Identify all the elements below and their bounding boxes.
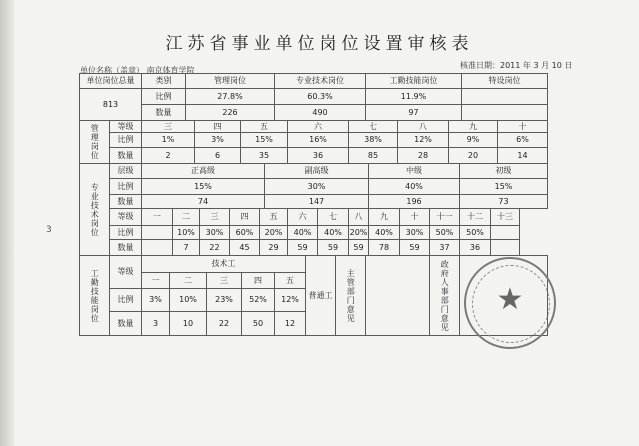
- tech-count-cell: 59: [399, 239, 430, 256]
- mgmt-level-cell: 八: [397, 120, 449, 133]
- summary-col-header: 特设岗位: [461, 73, 548, 89]
- worker-ratio-cell: 12%: [274, 288, 306, 312]
- tech-ratio-cell: 40%: [287, 225, 318, 240]
- summary-ratio-cell: 27.8%: [185, 88, 275, 105]
- mgmt-count-cell: 28: [397, 147, 449, 164]
- tech-count-cell: 59: [287, 239, 318, 256]
- unit-name: 单位名称（盖章） 南京体育学院: [80, 66, 195, 75]
- tech-ratio-cell: [141, 225, 173, 240]
- tech-count-cell: 37: [429, 239, 460, 256]
- worker-level-cell: 五: [274, 272, 306, 289]
- tech-level-cell: 四: [229, 208, 260, 226]
- worker-level-header: 等级: [109, 255, 142, 289]
- worker-ratio-header: 比例: [109, 288, 142, 312]
- mgmt-ratio-cell: 3%: [194, 132, 241, 148]
- mgmt-count-cell: 14: [497, 147, 548, 164]
- summary-ratio-cell: 60.3%: [274, 88, 366, 105]
- tech-count-cell: [490, 239, 520, 256]
- dept-opinion-area: [365, 255, 430, 336]
- mgmt-level-cell: 五: [240, 120, 288, 133]
- tech-tier-count-cell: 147: [264, 194, 369, 209]
- tech-tier-count-cell: 73: [459, 194, 548, 209]
- tech-ratio-cell: 30%: [199, 225, 230, 240]
- worker-level-cell: 一: [141, 272, 170, 289]
- mgmt-count-cell: 6: [194, 147, 241, 164]
- summary-ratio-header: 比例: [141, 88, 186, 105]
- mgmt-ratio-cell: 15%: [240, 132, 288, 148]
- summary-col-header: 管理岗位: [185, 73, 275, 89]
- summary-total-header: 单位岗位总量: [79, 73, 142, 89]
- mgmt-level-cell: 十: [497, 120, 548, 133]
- tech-level-cell: 三: [199, 208, 230, 226]
- mgmt-ratio-cell: 38%: [348, 132, 398, 148]
- summary-count-cell: 226: [185, 104, 275, 121]
- summary-ratio-cell: [461, 88, 548, 105]
- gov-opinion-label: 政府人事部门意见: [429, 255, 460, 336]
- mgmt-level-cell: 七: [348, 120, 398, 133]
- margin-mark: 3: [46, 225, 52, 235]
- mgmt-ratio-cell: 9%: [448, 132, 498, 148]
- tech-level-cell: 十二: [459, 208, 491, 226]
- mgmt-level-cell: 九: [448, 120, 498, 133]
- mgmt-ratio-cell: 12%: [397, 132, 449, 148]
- tech-tier-ratio-cell: 15%: [459, 178, 548, 195]
- worker-level-cell: 二: [169, 272, 207, 289]
- tech-tier-count-cell: 196: [368, 194, 460, 209]
- tech-level-cell: 六: [287, 208, 318, 226]
- mgmt-level-cell: 四: [194, 120, 241, 133]
- worker-tech-header: 技术工: [141, 255, 306, 273]
- mgmt-count-cell: 20: [448, 147, 498, 164]
- mgmt-ratio-cell: 16%: [287, 132, 349, 148]
- worker-count-cell: 12: [274, 311, 306, 336]
- tech-ratio-cell: 60%: [229, 225, 260, 240]
- tech-tier-ratio-cell: 15%: [141, 178, 265, 195]
- worker-ratio-cell: 3%: [141, 288, 170, 312]
- worker-ratio-cell: 23%: [206, 288, 242, 312]
- tech-ratio-header: 比例: [109, 225, 142, 240]
- approval-date: 核准日期：2011 年 3 月 10 日: [460, 61, 573, 70]
- tech-ratio-cell: 10%: [172, 225, 200, 240]
- worker-ratio-cell: 10%: [169, 288, 207, 312]
- tech-level-cell: 一: [141, 208, 173, 226]
- worker-section-label: 工勤技能岗位: [79, 255, 110, 336]
- mgmt-level-cell: 三: [141, 120, 195, 133]
- worker-count-header: 数量: [109, 311, 142, 336]
- tech-count-cell: [141, 239, 173, 256]
- tech-ratio-cell: 20%: [259, 225, 288, 240]
- mgmt-level-cell: 六: [287, 120, 349, 133]
- tech-tier-ratio-cell: 40%: [368, 178, 460, 195]
- mgmt-section-label: 管理岗位: [79, 120, 110, 164]
- tech-section-label: 专业技术岗位: [79, 163, 110, 256]
- seal-star-icon: ★: [496, 282, 524, 317]
- summary-total-value: 813: [79, 88, 142, 121]
- summary-col-header: 工勤技能岗位: [365, 73, 462, 89]
- tech-level-cell: 十三: [490, 208, 520, 226]
- mgmt-ratio-header: 比例: [109, 132, 142, 148]
- tech-count-cell: 78: [368, 239, 400, 256]
- tech-level-cell: 九: [368, 208, 400, 226]
- mgmt-ratio-cell: 1%: [141, 132, 195, 148]
- tech-count-cell: 59: [348, 239, 369, 256]
- tech-tier-cell: 初级: [459, 163, 548, 179]
- tech-ratio-cell: 20%: [348, 225, 369, 240]
- summary-col-header: 专业技术岗位: [274, 73, 366, 89]
- worker-level-cell: 三: [206, 272, 242, 289]
- mgmt-count-cell: 36: [287, 147, 349, 164]
- tech-tier-count-cell: 74: [141, 194, 265, 209]
- tech-count-header: 数量: [109, 239, 142, 256]
- tech-count-cell: 7: [172, 239, 200, 256]
- mgmt-ratio-cell: 6%: [497, 132, 548, 148]
- tech-level-cell: 五: [259, 208, 288, 226]
- worker-count-cell: 10: [169, 311, 207, 336]
- tech-ratio-cell: 40%: [317, 225, 349, 240]
- summary-count-cell: 97: [365, 104, 462, 121]
- tech-tier-ratio-cell: 30%: [264, 178, 369, 195]
- tech-level-cell: 二: [172, 208, 200, 226]
- tech-level-cell: 八: [348, 208, 369, 226]
- tech-level-cell: 十一: [429, 208, 460, 226]
- tech-tier-cell: 中级: [368, 163, 460, 179]
- mgmt-count-cell: 2: [141, 147, 195, 164]
- mgmt-count-cell: 85: [348, 147, 398, 164]
- tech-level-cell: 七: [317, 208, 349, 226]
- tech-tier-ratio-header: 比例: [109, 178, 142, 195]
- mgmt-level-header: 等级: [109, 120, 142, 133]
- tech-ratio-cell: 50%: [459, 225, 491, 240]
- tech-ratio-cell: [490, 225, 520, 240]
- summary-count-header: 数量: [141, 104, 186, 121]
- mgmt-count-header: 数量: [109, 147, 142, 164]
- summary-category-header: 类别: [141, 73, 186, 89]
- tech-tier-cell: 副高级: [264, 163, 369, 179]
- tech-level-header: 等级: [109, 208, 142, 226]
- tech-count-cell: 22: [199, 239, 230, 256]
- mgmt-count-cell: 35: [240, 147, 288, 164]
- official-seal: [464, 257, 556, 349]
- general-worker-cell: 普通工: [305, 255, 336, 336]
- tech-ratio-cell: 40%: [368, 225, 400, 240]
- tech-count-cell: 36: [459, 239, 491, 256]
- tech-level-cell: 十: [399, 208, 430, 226]
- summary-ratio-cell: 11.9%: [365, 88, 462, 105]
- tech-count-cell: 59: [317, 239, 349, 256]
- tech-ratio-cell: 50%: [429, 225, 460, 240]
- summary-count-cell: 490: [274, 104, 366, 121]
- tech-count-cell: 45: [229, 239, 260, 256]
- worker-count-cell: 22: [206, 311, 242, 336]
- tech-ratio-cell: 30%: [399, 225, 430, 240]
- document-title: 江苏省事业单位岗位设置审核表: [165, 34, 474, 54]
- page-edge-shadow: [0, 0, 14, 446]
- tech-count-cell: 29: [259, 239, 288, 256]
- summary-count-cell: [461, 104, 548, 121]
- tech-tier-header: 层级: [109, 163, 142, 179]
- dept-opinion-label: 主管部门意见: [335, 255, 366, 336]
- worker-count-cell: 3: [141, 311, 170, 336]
- tech-tier-cell: 正高级: [141, 163, 265, 179]
- worker-level-cell: 四: [241, 272, 275, 289]
- worker-ratio-cell: 52%: [241, 288, 275, 312]
- tech-tier-count-header: 数量: [109, 194, 142, 209]
- worker-count-cell: 50: [241, 311, 275, 336]
